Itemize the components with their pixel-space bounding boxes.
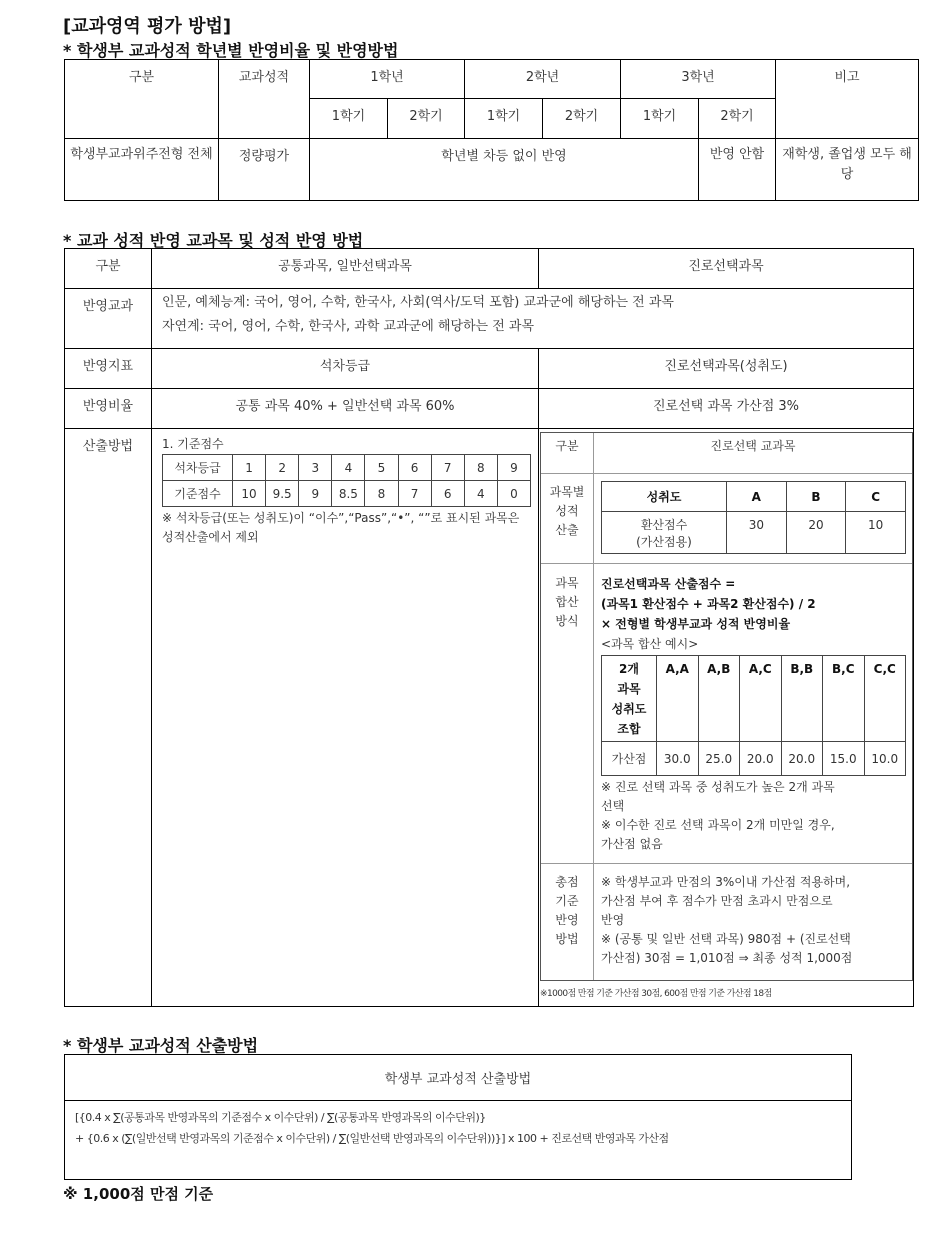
semester-cell: 2학기 (699, 99, 776, 139)
rank-cell: 1 (233, 455, 266, 481)
total-label-3: 반영 (555, 913, 579, 927)
exclusion-note-line1: ※ 석차등급(또는 성취도)이 “이수”,“Pass”,“•”, “”로 표시된 과목은 (162, 511, 520, 525)
total-note-2: 가산점 부여 후 점수가 만점 초과시 만점으로 (601, 894, 833, 908)
score-cell: 6 (431, 481, 464, 507)
combo-note2a: ※ 이수한 진로 선택 과목이 2개 미만일 경우, (601, 818, 835, 832)
score-cell: 9 (299, 481, 332, 507)
calc-formula-line1: [{0.4 x ∑(공통과목 반영과목의 기준점수 x 이수단위) / ∑(공통과목 반영과목의 이수단위)} (75, 1111, 486, 1124)
rank-cell: 7 (431, 455, 464, 481)
bonus-cell: 10.0 (864, 742, 906, 776)
page-title: [교과영역 평가 방법] (63, 16, 232, 37)
converted-score: 10 (846, 512, 906, 554)
method-label: 산출방법 (65, 429, 152, 1007)
method-common (152, 429, 539, 1007)
total-note-4: ※ (공통 및 일반 선택 과목) 980점 + (진로선택 (601, 932, 851, 946)
header-year1: 1학년 (310, 60, 465, 99)
per-subject-label-1: 과목별 (549, 485, 585, 499)
rank-label: 석차등급 (163, 455, 233, 481)
subjects-line1: 인문, 예체능계: 국어, 영어, 수학, 한국사, 사회(역사/도덕 포함) 교과군에 해당하는 전 과목 (162, 295, 674, 310)
total-method-notes (601, 873, 909, 968)
semester-cell: 1학기 (621, 99, 699, 139)
achievement-label: 성취도 (602, 482, 727, 512)
formula-line3: × 전형별 학생부교과 성적 반영비율 (601, 617, 791, 631)
career-header-title: 진로선택 교과목 (710, 439, 796, 453)
semester-cell: 1학기 (310, 99, 388, 139)
combo-header-2: 과목 (617, 681, 641, 696)
score-cell: 9.5 (266, 481, 299, 507)
row-category: 학생부교과위주전형 전체 (65, 139, 219, 201)
total-label-1: 총점 (555, 875, 579, 889)
converted-label (602, 512, 727, 554)
combo-header-4: 조합 (617, 721, 641, 736)
bonus-cell: 25.0 (698, 742, 740, 776)
exclusion-note (162, 509, 538, 547)
semester-cell: 1학기 (465, 99, 543, 139)
combo-note1a: ※ 진로 선택 과목 중 성취도가 높은 2개 과목 (601, 780, 835, 794)
formula-line2: (과목1 환산점수 + 과목2 환산점수) / 2 (601, 597, 816, 611)
s2-header-career: 진로선택과목 (539, 249, 914, 289)
combo-table (601, 655, 906, 776)
rank-cell: 9 (497, 455, 530, 481)
header-year2: 2학년 (465, 60, 621, 99)
rank-cell: 6 (398, 455, 431, 481)
subjects-label: 반영교과 (65, 289, 152, 349)
base-score-title: 1. 기준점수 (162, 437, 224, 451)
total-label-2: 기준 (555, 894, 579, 908)
ratio-common: 공통 과목 40% + 일반선택 과목 60% (152, 389, 539, 429)
score-cell: 4 (464, 481, 497, 507)
rank-cell: 4 (332, 455, 365, 481)
exclusion-note-line2: 성적산출에서 제외 (162, 530, 259, 544)
sum-formula (601, 574, 909, 654)
ratio-label: 반영비율 (65, 389, 152, 429)
score-cell: 8.5 (332, 481, 365, 507)
achievement-table (601, 481, 906, 554)
bonus-label: 가산점 (602, 742, 657, 776)
grade-cell: B (786, 482, 846, 512)
s2-header-common: 공통과목, 일반선택과목 (152, 249, 539, 289)
combo-note2b: 가산점 없음 (601, 837, 663, 851)
grade-cell: A (727, 482, 787, 512)
score-cell: 8 (365, 481, 398, 507)
per-subject-label-2: 성적 (555, 504, 579, 518)
career-footnote: ※1000점 만점 기준 가산점 30점, 600점 만점 기준 가산점 18점 (540, 989, 772, 999)
header-remarks: 비고 (776, 60, 919, 139)
combo-notes (601, 778, 909, 854)
combo-cell: B,C (823, 656, 865, 742)
rank-cell: 8 (464, 455, 497, 481)
converted-score: 30 (727, 512, 787, 554)
combo-cell: C,C (864, 656, 906, 742)
total-note-3: 반영 (601, 913, 625, 927)
row-grade-type: 정량평가 (219, 139, 310, 201)
s2-header-category: 구분 (65, 249, 152, 289)
sum-label-2: 합산 (555, 595, 579, 609)
semester-cell: 2학기 (388, 99, 465, 139)
score-label: 기준점수 (163, 481, 233, 507)
header-category: 구분 (65, 60, 219, 139)
indicator-common: 석차등급 (152, 349, 539, 389)
grade-ratio-table (64, 59, 919, 201)
combo-cell: A,C (740, 656, 782, 742)
combo-header-1: 2개 (619, 661, 639, 676)
total-method-label (541, 873, 593, 949)
subjects-content (152, 289, 914, 349)
bonus-cell: 20.0 (781, 742, 823, 776)
score-cell: 7 (398, 481, 431, 507)
rank-cell: 2 (266, 455, 299, 481)
semester-cell: 2학기 (543, 99, 621, 139)
indicator-career: 진로선택과목(성취도) (539, 349, 914, 389)
calc-formula (65, 1101, 852, 1180)
bonus-cell: 30.0 (657, 742, 699, 776)
combo-header (602, 656, 657, 742)
grade-cell: C (846, 482, 906, 512)
sum-label-1: 과목 (555, 576, 579, 590)
combo-cell: B,B (781, 656, 823, 742)
rank-cell: 3 (299, 455, 332, 481)
calc-formula-line2: + {0.6 x (∑(일반선택 반영과목의 기준점수 x 이수단위) / ∑(일반선택 반영과목의 이수단위))}] x 100 + 진로선택 반영과목 가산점 (75, 1132, 669, 1145)
converted-label-sub: (가산점용) (636, 534, 692, 549)
per-subject-label-3: 산출 (555, 523, 579, 537)
total-label-4: 방법 (555, 932, 579, 946)
total-note-5: 가산점) 30점 = 1,010점 ⇒ 최종 성적 1,000점 (601, 951, 853, 965)
indicator-label: 반영지표 (65, 349, 152, 389)
bonus-cell: 15.0 (823, 742, 865, 776)
header-year3: 3학년 (621, 60, 776, 99)
per-subject-label (541, 483, 593, 540)
combo-header-3: 성취도 (611, 701, 647, 716)
combo-cell: A,B (698, 656, 740, 742)
section2-heading: * 교과 성적 반영 교과목 및 성적 반영 방법 (63, 231, 364, 250)
total-note-1: ※ 학생부교과 만점의 3%이내 가산점 적용하며, (601, 875, 851, 889)
row-reflection: 학년별 차등 없이 반영 (310, 139, 699, 201)
footer-note: ※ 1,000점 만점 기준 (63, 1185, 214, 1203)
formula-line1: 진로선택과목 산출점수 = (601, 577, 736, 591)
career-box (540, 432, 913, 981)
header-grade-type: 교과성적 (219, 60, 310, 139)
subject-method-table (64, 248, 914, 1007)
bonus-cell: 20.0 (740, 742, 782, 776)
sum-label-3: 방식 (555, 614, 579, 628)
subjects-line2: 자연계: 국어, 영어, 수학, 한국사, 과학 교과군에 해당하는 전 과목 (162, 319, 535, 334)
score-cell: 0 (497, 481, 530, 507)
ratio-career: 진로선택 과목 가산점 3% (539, 389, 914, 429)
row-remarks: 재학생, 졸업생 모두 해당 (776, 139, 919, 201)
career-header-category: 구분 (555, 439, 579, 453)
calc-box-title: 학생부 교과성적 산출방법 (65, 1055, 852, 1101)
section1-heading: * 학생부 교과성적 학년별 반영비율 및 반영방법 (63, 41, 399, 60)
rank-cell: 5 (365, 455, 398, 481)
base-score-table (162, 454, 531, 507)
method-career (539, 429, 914, 1007)
calc-method-table (64, 1054, 852, 1180)
sum-method-label (541, 574, 593, 631)
combo-cell: A,A (657, 656, 699, 742)
converted-score: 20 (786, 512, 846, 554)
example-title: <과목 합산 예시> (601, 637, 699, 651)
section3-heading: * 학생부 교과성적 산출방법 (63, 1036, 259, 1055)
row-not-reflected: 반영 안함 (699, 139, 776, 201)
combo-note1b: 선택 (601, 799, 625, 813)
score-cell: 10 (233, 481, 266, 507)
converted-label-main: 환산점수 (640, 517, 688, 532)
